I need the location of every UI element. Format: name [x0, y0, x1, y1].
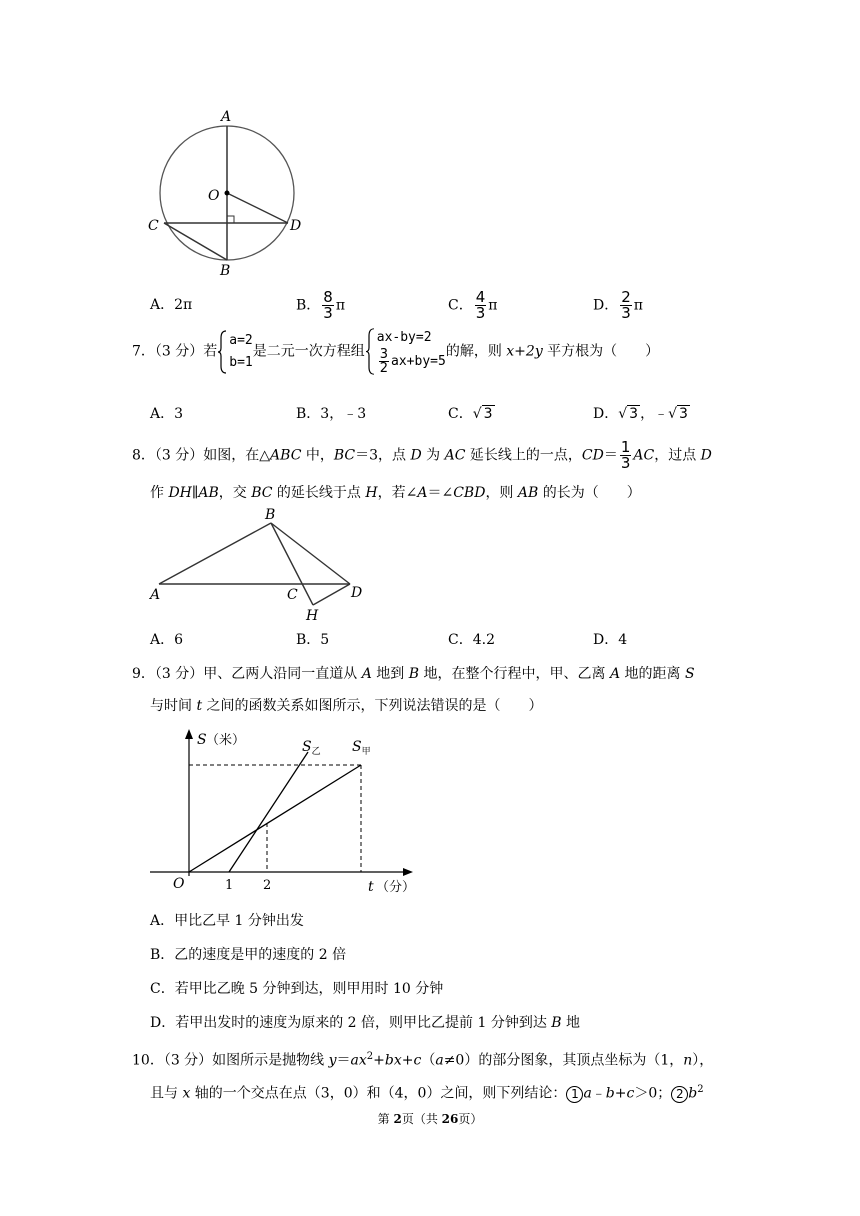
q7-solution-set: a=2 b=1: [217, 330, 252, 374]
label-h: H: [306, 608, 319, 624]
label-c: C: [148, 218, 159, 234]
q10-stem-line2: 且与 x 轴的一个交点在点（3，0）和（4，0）之间，则下列结论： 1 a﹣b+c＞0； 2 $b^2$: [150, 1084, 704, 1102]
segment-bd: [271, 523, 350, 584]
center-dot: [225, 191, 230, 196]
sqrt-3: √ 3: [472, 406, 493, 422]
q6-option-b[interactable]: [296, 290, 345, 321]
q8-option-b[interactable]: B．5: [296, 632, 330, 648]
q7-equation-system: ax-by=2 $\frac{3}{2}$ ax+by=5: [365, 328, 446, 375]
q6-option-b-pi: π: [335, 297, 346, 314]
q7-stem: [132, 328, 659, 375]
q9-option-a[interactable]: A．甲比乙早 1 分钟出发: [150, 913, 304, 929]
line-s-jia: [189, 765, 361, 872]
x-axis-label-unit: （分）: [376, 880, 416, 895]
segment-ab: [159, 523, 271, 584]
x-axis-label-var: t: [368, 879, 374, 895]
label-o: O: [208, 188, 220, 204]
circle-figure: [140, 100, 320, 285]
x-tick-1: 1: [225, 878, 234, 893]
right-angle-mark: [227, 216, 234, 223]
page-footer: 第 2页（共 26页）: [377, 1112, 483, 1126]
q8-option-a[interactable]: A．6: [150, 632, 184, 648]
label-c: C: [287, 587, 298, 603]
circled-number-1: 1: [566, 1086, 583, 1103]
q9-option-c[interactable]: C．若甲比乙晚 5 分钟到达，则甲用时 10 分钟: [150, 981, 444, 997]
sqrt-3: √ 3: [618, 406, 639, 422]
page-number: 2: [393, 1112, 402, 1126]
y-axis-label-var: S: [197, 732, 207, 748]
q6-option-b-fraction: $\frac{8}{3}$: [323, 288, 333, 322]
label-a: A: [150, 587, 161, 603]
q7-option-b[interactable]: B．3，﹣3: [296, 406, 367, 422]
q7-option-d[interactable]: D．√ 3 ，﹣√ 3: [593, 403, 690, 425]
q8-option-d[interactable]: D．4: [593, 632, 628, 648]
y-axis-arrow: [185, 729, 193, 739]
segment-od: [227, 193, 288, 223]
label-d: D: [351, 585, 363, 601]
q6-option-d[interactable]: [593, 290, 643, 321]
q8-stem-line1: 8．（3 分）如图，在△ABC 中，BC＝3，点 D 为 AC 延长线上的一点，CD＝ $\frac{1}{3}$ AC，过点 D: [132, 438, 712, 472]
s-jia-label: $S_甲$: [352, 739, 371, 757]
line-s-yi: [229, 752, 308, 872]
y-axis-label-unit: （米）: [206, 733, 246, 748]
q7-prefix: 7．（3 分）若: [132, 343, 218, 360]
q7-suffix: 的解，则: [445, 343, 507, 360]
q9-stem-line1: 9．（3 分）甲、乙两人沿同一直道从 A 地到 B 地，在整个行程中，甲、乙离 A 地的距离 S: [132, 666, 695, 682]
q8-option-c[interactable]: C．4.2: [448, 632, 495, 648]
q8-stem-line2: 作 DH∥AB，交 BC 的延长线于点 H，若∠A＝∠CBD，则 AB 的长为（ ）: [150, 485, 641, 501]
q8-fraction: $\frac{1}{3}$: [620, 438, 631, 472]
q9-stem-line2: 与时间 t 之间的函数关系如图所示，下列说法错误的是（ ）: [150, 698, 543, 714]
origin-label: O: [173, 876, 185, 892]
q6-option-c-prefix: C．: [448, 297, 473, 314]
label-b: B: [265, 507, 276, 523]
x-axis-arrow: [403, 868, 413, 876]
x-tick-2: 2: [263, 878, 272, 893]
segment-cb: [164, 223, 227, 260]
q6-option-b-prefix: B．: [296, 297, 321, 314]
distance-time-graph: [145, 726, 425, 901]
q6-option-c[interactable]: [448, 290, 497, 321]
page-total: 26: [441, 1112, 459, 1126]
label-b: B: [220, 263, 231, 279]
q7-option-a[interactable]: A．3: [150, 406, 184, 422]
sqrt-3: √ 3: [668, 406, 688, 422]
circled-number-2: 2: [671, 1086, 688, 1103]
q7-suffix-b: 平方根为（ ）: [542, 343, 660, 360]
q6-option-a[interactable]: A．2π: [150, 297, 193, 313]
s-yi-label: $S_乙$: [302, 739, 321, 757]
segment-dh: [313, 584, 350, 605]
q6-option-c-pi: π: [488, 297, 498, 314]
q6-option-d-fraction: $\frac{2}{3}$: [621, 288, 631, 322]
triangle-figure: [140, 505, 380, 625]
q6-option-c-fraction: $\frac{4}{3}$: [475, 288, 486, 322]
q6-option-d-pi: π: [633, 297, 643, 314]
q10-stem-line1: 10．（3 分）如图所示是抛物线 $y=ax^2+bx+c(a\ne 0)$的部分图象，其顶点坐标为（1，n），: [132, 1051, 714, 1069]
q6-option-d-prefix: D．: [593, 297, 619, 314]
label-a: A: [221, 109, 232, 125]
q7-middle: 是二元一次方程组: [252, 343, 365, 360]
q9-option-d[interactable]: D．若甲出发时的速度为原来的 2 倍，则甲比乙提前 1 分钟到达 B 地: [150, 1015, 581, 1031]
q7-option-c[interactable]: C．√ 3: [448, 403, 495, 425]
q9-option-b[interactable]: B．乙的速度是甲的速度的 2 倍: [150, 947, 347, 963]
label-d: D: [290, 218, 302, 234]
q7-expression: x+2y: [506, 343, 543, 360]
